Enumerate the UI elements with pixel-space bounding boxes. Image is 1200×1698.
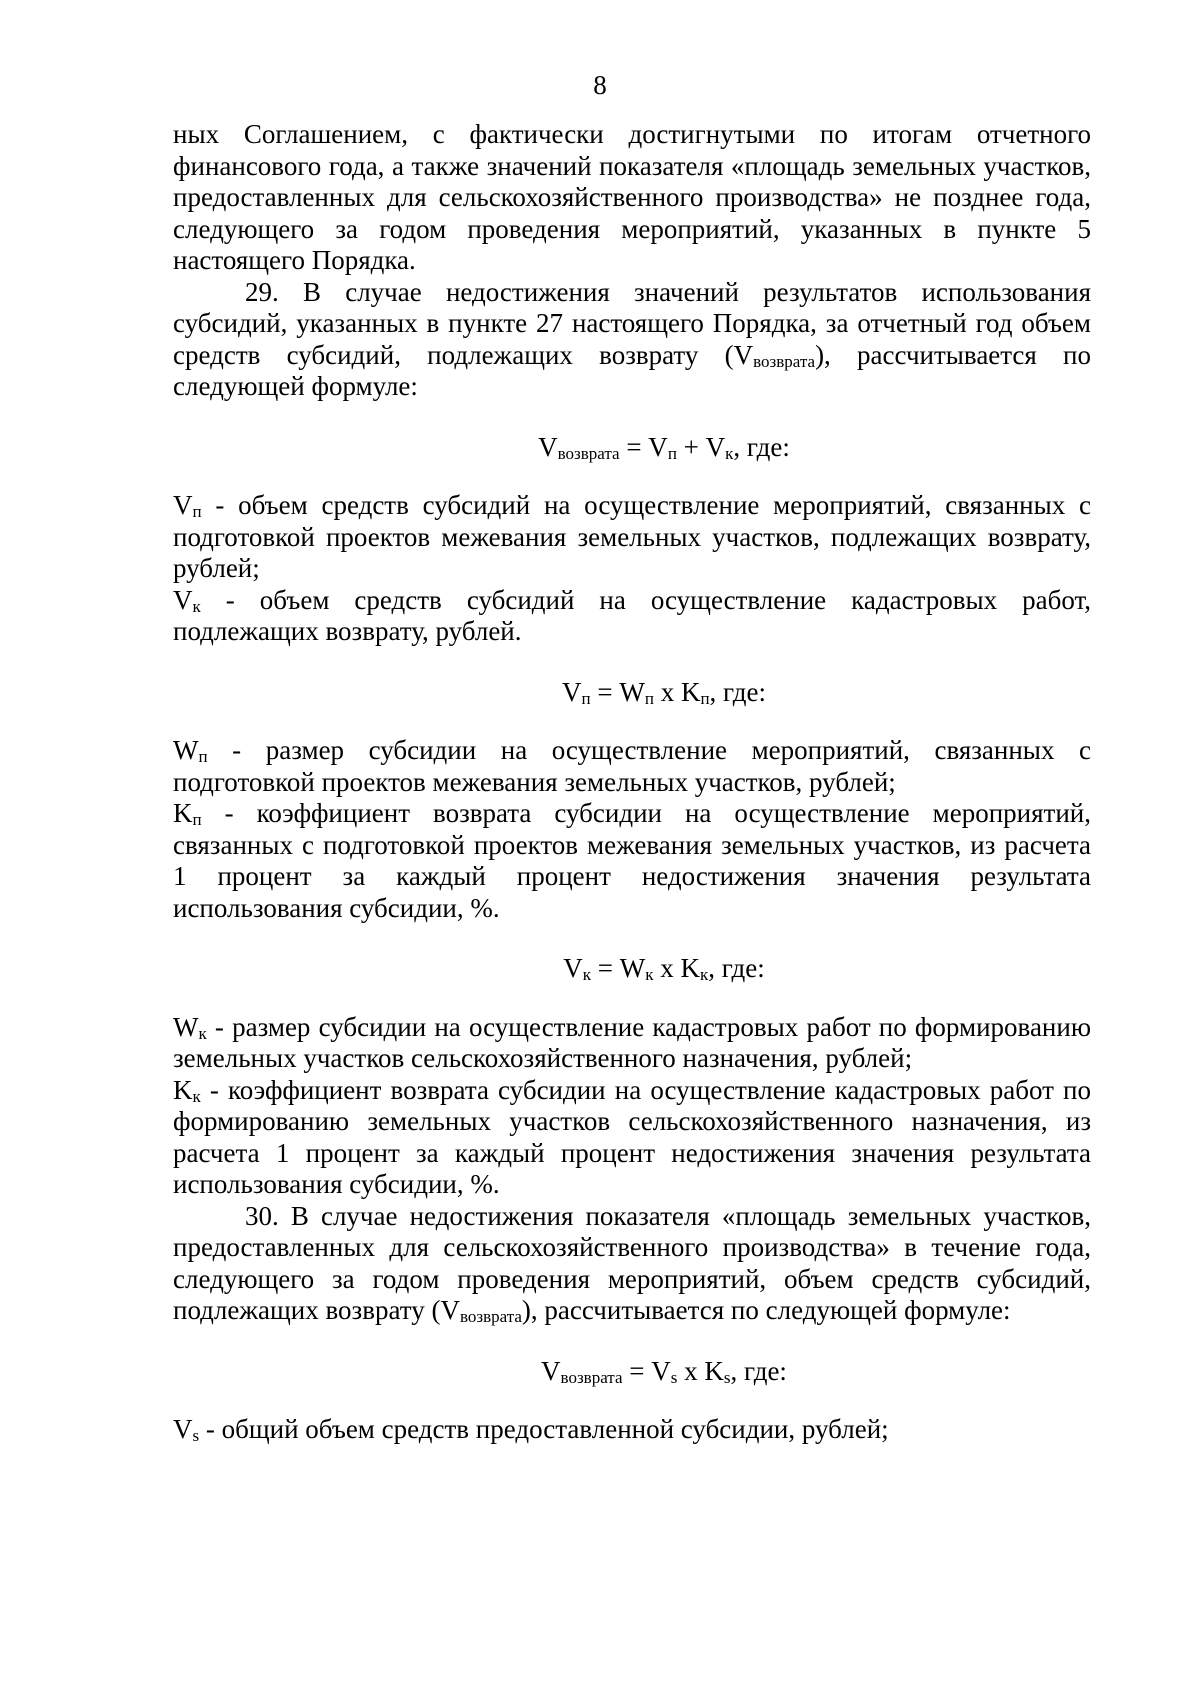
paragraph: ных Соглашением, с фактически достигнутыми по итогам отчетного финансового года, а также значений показателя «площадь земельных участков, предоставленных для сельскохозяйственного производства» не позднее года, следующего за годом проведения мероприятий, указанных в пункте 5 настоящего Порядка.	[173, 119, 1091, 275]
paragraph: $K_п$ - коэффициент возврата субсидии на осуществление мероприятий, связанных с подготовкой проектов межевания земельных участков, из расчета 1 процент за каждый процент недостижения значения результата использования субсидии, %.	[173, 798, 1091, 923]
paragraph: $K_к$ - коэффициент возврата субсидии на осуществление кадастровых работ по формированию земельных участков сельскохозяйственного назначения, из расчета 1 процент за каждый процент недостижения значения результата использования субсидии, %.	[173, 1074, 1091, 1199]
formula: $V_к = W_к$ x $K_к$, где:	[563, 953, 765, 984]
numbered-paragraph: 30. В случае недостижения показателя «площадь земельных участков, предоставленных для сельскохозяйственного производства» в течение года, следующего за годом проведения мероприятий, объем средств субсидий, подлежащих возврату $(V_{возврата})$, рассчитывается по следующей формуле:	[173, 1200, 1091, 1326]
document-body	[173, 119, 1091, 1446]
formula: $V_п = W_п$ x $K_п$, где:	[562, 676, 766, 708]
paragraph: $V_к$ - объем средств субсидий на осуществление кадастровых работ, подлежащих возврату, рублей.	[173, 584, 1091, 646]
formula: $V_{возврата} = V_п + V_к$, где:	[538, 431, 790, 463]
paragraph: $V_п$ - объем средств субсидий на осуществление мероприятий, связанных с подготовкой проектов межевания земельных участков, подлежащих возврату, рублей;	[173, 490, 1091, 583]
formula: $V_{возврата} = V_s$ x $K_s$, где:	[541, 1355, 787, 1387]
paragraph: $W_п$ - размер субсидии на осуществление мероприятий, связанных с подготовкой проектов межевания земельных участков, рублей;	[173, 735, 1091, 797]
page-number: 8	[593, 70, 607, 100]
numbered-paragraph: 29. В случае недостижения значений результатов использования субсидий, указанных в пункте 27 настоящего Порядка, за отчетный год объем средств субсидий, подлежащих возврату $(V_{возврата})$, рассчитывается по следующей формуле:	[173, 276, 1091, 401]
paragraph: $V_s$ - общий объем средств предоставленной субсидии, рублей;	[173, 1414, 889, 1445]
paragraph: $W_к$ - размер субсидии на осуществление кадастровых работ по формированию земельных участков сельскохозяйственного назначения, рублей;	[173, 1011, 1091, 1073]
